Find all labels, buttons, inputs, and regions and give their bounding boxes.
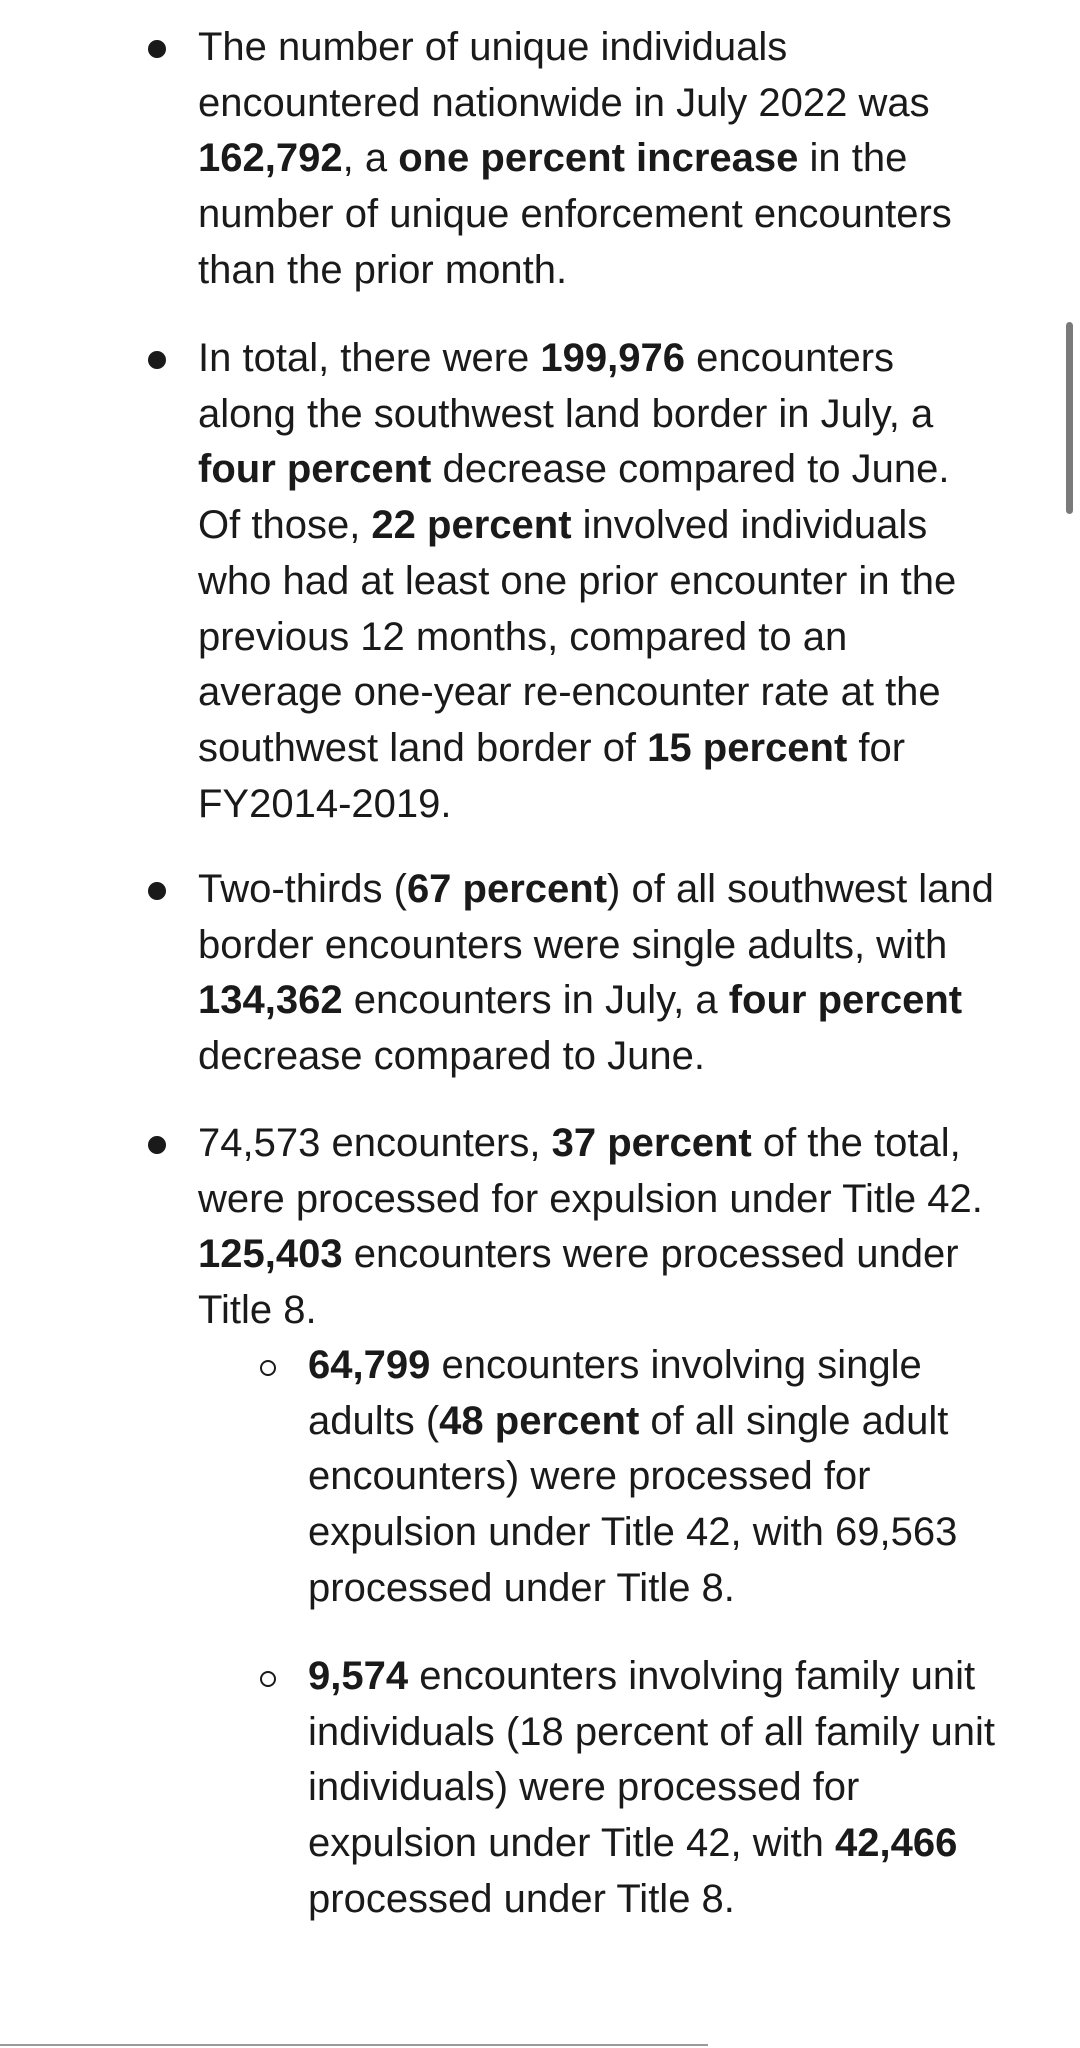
bullet-text: Two-thirds (67 percent) of all southwest land border encounters were single adults, with 134,362 encounters in July, a four percent decrease compared to June. [198, 867, 994, 1079]
bullet-text: The number of unique individuals encountered nationwide in July 2022 was 162,792, a one percent increase in the number of unique enforcement encounters than the prior month. [198, 25, 952, 292]
bullet-southwest-total [198, 331, 998, 832]
scrollbar-thumb[interactable] [1066, 322, 1073, 514]
bullet-circle-icon [260, 1671, 276, 1687]
bullet-title-42 [198, 1116, 998, 1339]
bullet-text: In total, there were 199,976 encounters along the southwest land border in July, a four percent decrease compared to June. Of those, 22 percent involved individuals who had at least one prior encounter in the previous 12 months, compared to an average one-year re-encounter rate at the southwest land border of 15 percent for FY2014-2019. [198, 336, 957, 826]
bullet-dot-icon [148, 351, 166, 369]
bullet-unique-individuals [198, 20, 998, 299]
bullet-circle-icon [260, 1360, 276, 1376]
bullet-dot-icon [148, 40, 166, 58]
bullet-dot-icon [148, 1136, 166, 1154]
sub-bullet-text: 9,574 encounters involving family unit individuals (18 percent of all family unit individuals) were processed for expulsion under Title 42, with 42,466 processed under Title 8. [308, 1654, 996, 1921]
sub-bullet-single-adults [308, 1338, 1008, 1617]
sub-bullet-family-units [308, 1649, 1008, 1928]
bullet-single-adults [198, 862, 998, 1085]
bullet-text: 74,573 encounters, 37 percent of the total, were processed for expulsion under Title 42. 125,403 encounters were processed under Title 8. [198, 1121, 983, 1333]
bullet-dot-icon [148, 882, 166, 900]
divider [0, 2044, 708, 2046]
sub-bullet-text: 64,799 encounters involving single adults (48 percent of all single adult encounters) were processed for expulsion under Title 42, with 69,563 processed under Title 8. [308, 1343, 958, 1610]
